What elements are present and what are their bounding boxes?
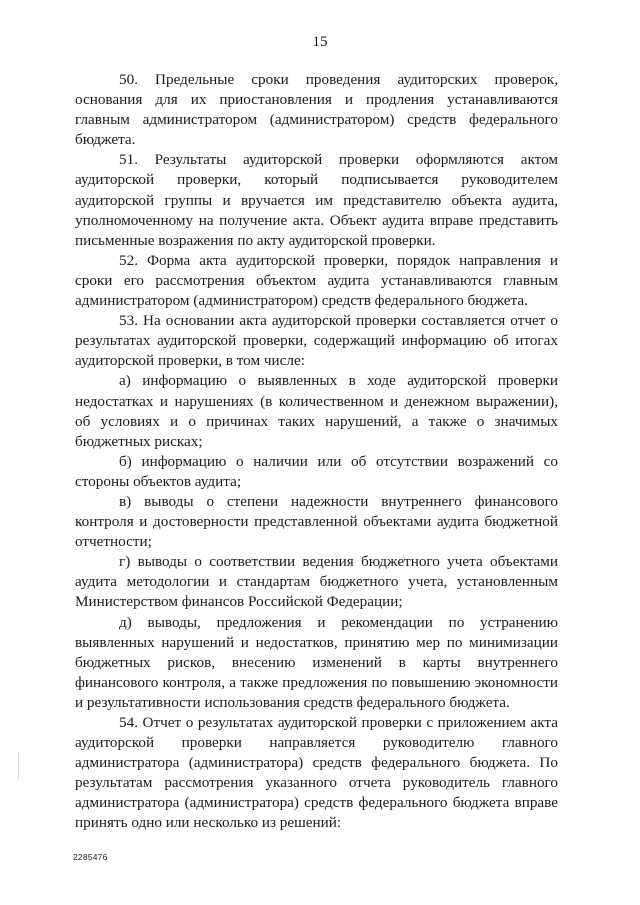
page-number: 15 [312, 34, 328, 50]
paragraph-53-g: г) выводы о соответствии ведения бюджетного учета объектами аудита методологии и стандартам бюджетного учета, установленным Министерством финансов Российской Федерации; [75, 553, 558, 611]
body-text [75, 70, 558, 834]
paragraph-53: 53. На основании акта аудиторской проверки составляется отчет о результатах аудиторской проверки, содержащий информацию об итогах аудиторской проверки, в том числе: [75, 312, 558, 370]
paragraph-52: 52. Форма акта аудиторской проверки, порядок направления и сроки его рассмотрения объектом аудита устанавливаются главным администратором (администратором) средств федерального бюджета. [75, 251, 558, 310]
paragraph-53-d: д) выводы, предложения и рекомендации по устранению выявленных нарушений и недостатков, принятию мер по минимизации бюджетных рисков, внесению изменений в карты внутреннего финансового контроля, а также предложения по повышению экономности и результативности использования средств федерального бюджета. [75, 613, 558, 711]
paragraph-51: 51. Результаты аудиторской проверки оформляются актом аудиторской проверки, который подписывается руководителем аудиторской группы и вручается им представителю объекта аудита, уполномоченному на получение акта. Объект аудита вправе представить письменные возражения по акту аудиторской проверки. [75, 151, 558, 249]
margin-mark [18, 752, 19, 780]
document-code: 2285476 [73, 852, 108, 862]
paragraph-53-b: б) информацию о наличии или об отсутствии возражений со стороны объектов аудита; [75, 452, 558, 490]
paragraph-54: 54. Отчет о результатах аудиторской проверки с приложением акта аудиторской проверки направляется руководителю главного администратора (администратора) средств федерального бюджета. По результатам рассмотрения указанного отчета руководитель главного администратора (администратора) средств федерального бюджета вправе принять одно или несколько из решений: [75, 714, 558, 832]
paragraph-50: 50. Предельные сроки проведения аудиторских проверок, основания для их приостановления и продления устанавливаются главным администратором (администратором) средств федерального бюджета. [75, 71, 558, 149]
paragraph-53-v: в) выводы о степени надежности внутреннего финансового контроля и достоверности представленной объектами аудита бюджетной отчетности; [75, 492, 558, 551]
paragraph-53-a: а) информацию о выявленных в ходе аудиторской проверки недостатках и нарушениях (в количественном и денежном выражении), об условиях и о причинах таких нарушений, а также о значимых бюджетных рисках; [75, 372, 558, 450]
